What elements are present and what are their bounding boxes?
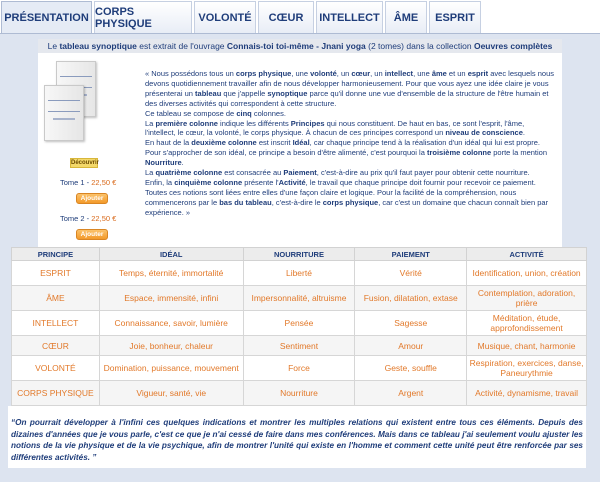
table-cell-activite: Identification, union, création [467, 261, 587, 286]
table-cell-paiement: Amour [355, 336, 467, 356]
text-bold: deuxième colonne [191, 138, 257, 148]
text: , c'est-à-dire le [271, 197, 323, 207]
text-bold: âme [431, 69, 447, 78]
column-header-activite: ACTIVITÉ [467, 248, 587, 261]
tab-intellect[interactable]: INTELLECT [316, 1, 383, 33]
add-tome-2-button[interactable]: Ajouter [76, 229, 108, 240]
table-cell-principe: VOLONTÉ [12, 356, 100, 381]
text-bold: Paiement [283, 168, 317, 178]
intro-text [145, 69, 555, 218]
text: La [145, 168, 156, 178]
column-header-principe: PRINCIPE [12, 248, 100, 261]
intro-paragraph [145, 168, 555, 178]
text: Ce tableau se compose de [145, 108, 237, 118]
text: indique les différents [217, 118, 291, 128]
tab-bar [0, 0, 600, 33]
table-cell-nourriture: Nourriture [243, 381, 355, 406]
intro-header-bold: tableau synoptique [59, 41, 137, 51]
synoptic-table [11, 247, 587, 406]
quote-box [8, 406, 586, 468]
table-row [12, 356, 587, 381]
table-row [12, 311, 587, 336]
table-cell-activite: Contemplation, adoration, prière [467, 286, 587, 311]
table-cell-ideal: Joie, bonheur, chaleur [99, 336, 243, 356]
text: . [181, 158, 184, 168]
text: présente l' [242, 177, 279, 187]
text-bold: Idéal [292, 138, 310, 148]
text: et un [446, 69, 468, 78]
add-tome-1-button[interactable]: Ajouter [76, 193, 108, 204]
text-bold: troisième colonne [426, 148, 492, 158]
intro-header [38, 39, 562, 53]
intro-header-text: (2 tomes) dans la collection [365, 41, 474, 51]
intro-header-text: Le [47, 41, 60, 51]
content-panel [0, 33, 600, 482]
text: La [145, 118, 156, 128]
text: , un [336, 69, 352, 78]
table-cell-principe: CŒUR [12, 336, 100, 356]
collection-link[interactable]: Oeuvres complètes [473, 41, 553, 51]
text-bold: Nourriture [145, 158, 182, 168]
tab-coeur[interactable]: CŒUR [258, 1, 314, 33]
tome-1-price-value: 22,50 € [91, 178, 117, 187]
text: Enfin, la [145, 177, 175, 187]
tome-2-price [60, 214, 116, 223]
table-cell-activite: Respiration, exercices, danse, Paneurythmie [467, 356, 587, 381]
text: que j'appelle [221, 88, 268, 98]
intro-paragraph [145, 69, 555, 109]
table-cell-paiement: Vérité [355, 261, 467, 286]
text-bold: Principes [290, 118, 325, 128]
table-cell-ideal: Vigueur, santé, vie [99, 381, 243, 406]
text: colonnes. [251, 108, 286, 118]
intro-paragraph [145, 148, 555, 168]
table-cell-nourriture: Impersonnalité, altruisme [243, 286, 355, 311]
table-cell-paiement: Geste, souffle [355, 356, 467, 381]
table-header-row [12, 248, 587, 261]
table-cell-principe: INTELLECT [12, 311, 100, 336]
text: En haut de la [145, 138, 192, 148]
text-bold: cœur [351, 69, 371, 78]
text: Pour s'approcher de son idéal, ce principe a besoin d'être alimenté, c'est pourquoi la [145, 148, 427, 158]
quote-text: “On pourrait développer à l'infini ces quelques indications et montrer les multiples relations qui existent entre tous ces éléments. Depuis des dizaines d'années que je vous parle, c'est ce que je n'ai cessé de faire dans mes conférences. Mais dans ce tableau j'ai seulement voulu ajuster les notions de la vie physique et de la vie psychique, afin de montrer l'unité qui existe en l'homme et comment cette unité peut être renforcée par ses différentes activités. ” [11, 418, 583, 462]
book-subtitle-band [53, 118, 75, 120]
text: , c'est-à-dire au prix qu'il faut payer pour obtenir cette nourriture. [316, 168, 530, 178]
text: . [522, 128, 525, 138]
text: parce qu'il donne une vue d'ensemble de la structure de l'être humain et des diverses activités qui correspondent à cette structure. [145, 88, 549, 108]
book-cover-tome-1[interactable] [44, 85, 84, 141]
text-bold: intellect [384, 69, 414, 78]
tab-volonte[interactable]: VOLONTÉ [194, 1, 256, 33]
table-cell-nourriture: Sentiment [243, 336, 355, 356]
table-cell-activite: Musique, chant, harmonie [467, 336, 587, 356]
tome-2-label: Tome 2 - [60, 214, 92, 223]
text: , car c'est un domaine que chacun connaît bien par expérience. » [145, 197, 549, 217]
intro-paragraph [145, 178, 555, 188]
tab-esprit[interactable]: ESPRIT [429, 1, 481, 33]
tome-1-label: Tome 1 - [60, 178, 92, 187]
text: porte la mention [491, 148, 548, 158]
table-cell-paiement: Fusion, dilatation, extase [355, 286, 467, 311]
text-bold: cinquième colonne [174, 177, 243, 187]
tome-2-price-value: 22,50 € [91, 214, 117, 223]
column-header-nourriture: NOURRITURE [243, 248, 355, 261]
text: est consacrée au [222, 168, 284, 178]
text: « Nous possédons tous un [145, 69, 236, 78]
text-bold: cinq [236, 108, 252, 118]
table-cell-activite: Activité, dynamisme, travail [467, 381, 587, 406]
column-header-paiement: PAIEMENT [355, 248, 467, 261]
discover-badge[interactable]: Découvrir [71, 160, 100, 166]
intro-box [38, 39, 562, 272]
text-bold: volonté [310, 69, 337, 78]
table-cell-principe: ÂME [12, 286, 100, 311]
text: est inscrit [256, 138, 293, 148]
text: , car chaque principe tend à la réalisation d'un idéal qui lui est propre. [309, 138, 540, 148]
table-cell-principe: ESPRIT [12, 261, 100, 286]
tab-presentation[interactable]: PRÉSENTATION [1, 1, 92, 33]
tab-ame[interactable]: ÂME [385, 1, 427, 33]
column-header-ideal: IDÉAL [99, 248, 243, 261]
table-row [12, 381, 587, 406]
table-cell-principe: CORPS PHYSIQUE [12, 381, 100, 406]
text-bold: première colonne [155, 118, 218, 128]
table-cell-ideal: Domination, puissance, mouvement [99, 356, 243, 381]
text: , une [413, 69, 432, 78]
table-row [12, 261, 587, 286]
intro-paragraph [145, 119, 555, 139]
text-bold: Activité [278, 177, 306, 187]
tab-corps-physique[interactable]: CORPS PHYSIQUE [94, 1, 192, 33]
intro-paragraph [145, 188, 555, 218]
table-cell-nourriture: Liberté [243, 261, 355, 286]
text-bold: esprit [467, 69, 489, 78]
text: , le travail que chaque principe doit fournir pour recevoir ce paiement. [305, 177, 536, 187]
text-bold: tableau [195, 88, 222, 98]
book-title-link[interactable]: Connais-toi toi-même - Jnani yoga [226, 41, 366, 51]
table-cell-activite: Méditation, étude, approfondissement [467, 311, 587, 336]
intro-paragraph [145, 109, 555, 119]
text-bold: quatrième colonne [155, 168, 223, 178]
text-bold: corps physique [235, 69, 292, 78]
text: qui nous constituent. De haut en bas, ce sont l'esprit, l'âme, l'intellect, le cœur, la volonté, le corps physique. À chacun de ces principes correspond un [145, 118, 525, 138]
table-row [12, 336, 587, 356]
text-bold: bas du tableau [219, 197, 272, 207]
text: avec lesquels nous devons quotidiennement travailler afin de nous développer harmonieusement. Pour que vous ayez une idée claire je vous présenterai un [145, 69, 555, 98]
tome-1-price [60, 178, 116, 187]
table-cell-ideal: Connaissance, savoir, lumière [99, 311, 243, 336]
text-bold: synoptique [267, 88, 308, 98]
table-cell-ideal: Temps, éternité, immortalité [99, 261, 243, 286]
table-cell-nourriture: Pensée [243, 311, 355, 336]
text-bold: corps physique [322, 197, 379, 207]
intro-paragraph [145, 138, 555, 148]
text: Toutes ces notions sont liées entre elles d'une façon claire et logique. Pour la facilité de la compréhension, nous commencerons par le [145, 187, 517, 207]
table-cell-paiement: Sagesse [355, 311, 467, 336]
table-cell-ideal: Espace, immensité, infini [99, 286, 243, 311]
table-row [12, 286, 587, 311]
text-bold: niveau de conscience [445, 128, 523, 138]
table-cell-nourriture: Force [243, 356, 355, 381]
book-covers[interactable] [44, 59, 120, 147]
text: , un [370, 69, 385, 78]
table-cell-paiement: Argent [355, 381, 467, 406]
intro-header-text: est extrait de l'ouvrage [136, 41, 227, 51]
book-title-band [48, 100, 80, 112]
text: , une [291, 69, 311, 78]
